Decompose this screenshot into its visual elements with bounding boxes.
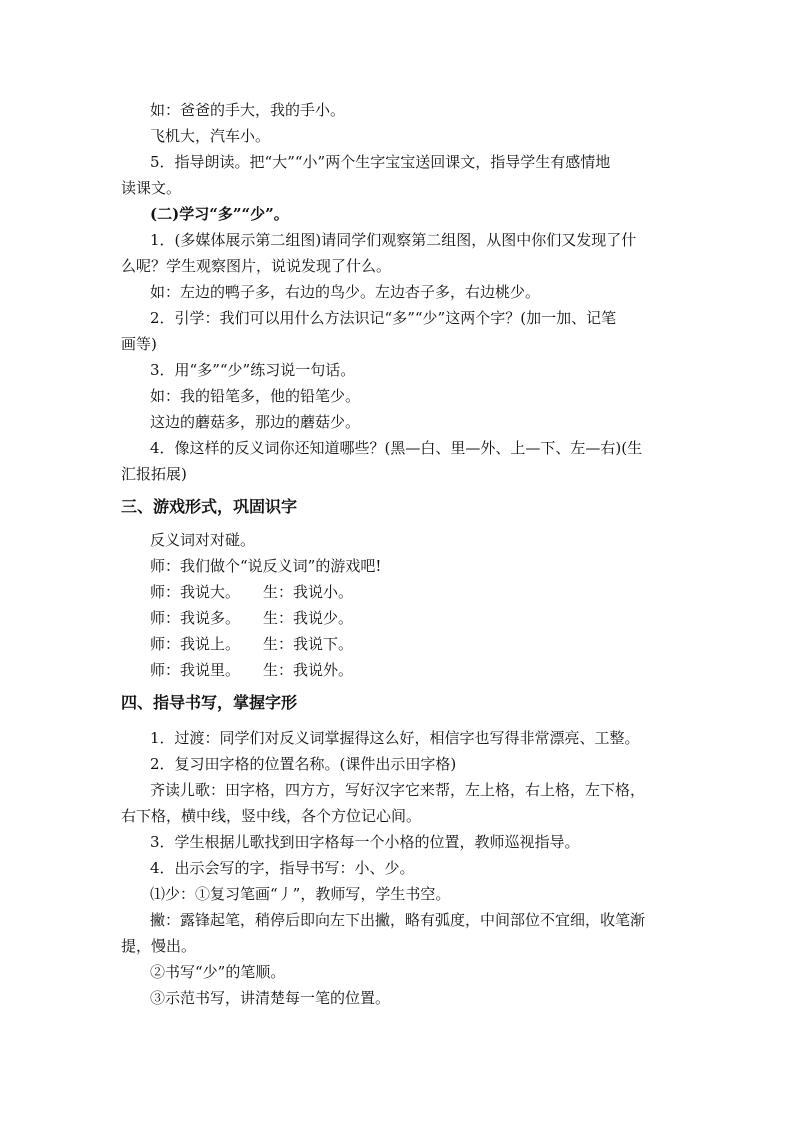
- paragraph-line: 反义词对对碰。: [150, 531, 256, 549]
- example-line: 如：爸爸的手大，我的手小。: [150, 101, 346, 119]
- paragraph-line: 1．过渡：同学们对反义词掌握得这么好，相信字也写得非常漂亮、工整。: [150, 729, 640, 747]
- paragraph-line: ③示范书写，讲清楚每一笔的位置。: [150, 989, 391, 1007]
- paragraph-line: 3．学生根据儿歌找到田字格每一个小格的位置，教师巡视指导。: [150, 833, 580, 851]
- example-line: 飞机大，汽车小。: [150, 127, 271, 145]
- teacher-line: 师：我说上。: [150, 635, 241, 653]
- paragraph-line: 提，慢出。: [121, 937, 197, 955]
- example-line: 这边的蘑菇多，那边的蘑菇少。: [150, 413, 361, 431]
- subheading: (二)学习“多”“少”。: [150, 205, 289, 223]
- paragraph-line: 汇报拓展): [121, 465, 187, 483]
- dialog-line: 师：我们做个“说反义词”的游戏吧!: [150, 557, 382, 575]
- paragraph-line: 撇：露锋起笔，稍停后即向左下出撇，略有弧度，中间部位不宜细，收笔渐: [150, 911, 646, 929]
- dialog-pair: [150, 582, 353, 602]
- student-line: 生：我说外。: [263, 661, 354, 679]
- student-line: 生：我说下。: [263, 635, 354, 653]
- paragraph-line: 么呢？学生观察图片，说说发现了什么。: [121, 257, 392, 275]
- dialog-pair: [150, 608, 353, 628]
- dialog-pair: [150, 660, 353, 680]
- paragraph-line: 4．像这样的反义词你还知道哪些？(黑—白、里—外、上—下、左—右)(生: [150, 439, 643, 457]
- paragraph-line: 画等): [121, 335, 157, 353]
- dialog-pair: [150, 634, 353, 654]
- paragraph-line: 读课文。: [121, 179, 182, 197]
- section-heading: 四、指导书写，掌握字形: [121, 693, 298, 712]
- paragraph-line: 5．指导朗读。把“大”“小”两个生字宝宝送回课文，指导学生有感情地: [150, 153, 611, 171]
- student-line: 生：我说小。: [263, 583, 354, 601]
- paragraph-line: 2．复习田字格的位置名称。(课件出示田字格): [150, 755, 457, 773]
- example-line: 如：左边的鸭子多，右边的鸟少。左边杏子多，右边桃少。: [150, 283, 541, 301]
- paragraph-line: 4．出示会写的字，指导书写：小、少。: [150, 859, 415, 877]
- example-line: 如：我的铅笔多，他的铅笔少。: [150, 387, 361, 405]
- paragraph-line: ⑴少：①复习笔画“丿”，教师写，学生书空。: [150, 885, 451, 903]
- paragraph-line: 2．引学：我们可以用什么方法识记“多”“少”这两个字？(加一加、记笔: [150, 309, 617, 327]
- paragraph-line: 1．(多媒体展示第二组图)请同学们观察第二组图，从图中你们又发现了什: [150, 231, 637, 249]
- paragraph-line: 右下格，横中线，竖中线，各个方位记心间。: [121, 807, 422, 825]
- teacher-line: 师：我说里。: [150, 661, 241, 679]
- teacher-line: 师：我说大。: [150, 583, 241, 601]
- section-heading: 三、游戏形式，巩固识字: [121, 497, 298, 516]
- teacher-line: 师：我说多。: [150, 609, 241, 627]
- paragraph-line: 齐读儿歌：田字格，四方方，写好汉字它来帮，左上格，右上格，左下格，: [150, 781, 646, 799]
- paragraph-line: ②书写“少”的笔顺。: [150, 963, 286, 981]
- student-line: 生：我说少。: [263, 609, 354, 627]
- paragraph-line: 3．用“多”“少”练习说一句话。: [150, 361, 356, 379]
